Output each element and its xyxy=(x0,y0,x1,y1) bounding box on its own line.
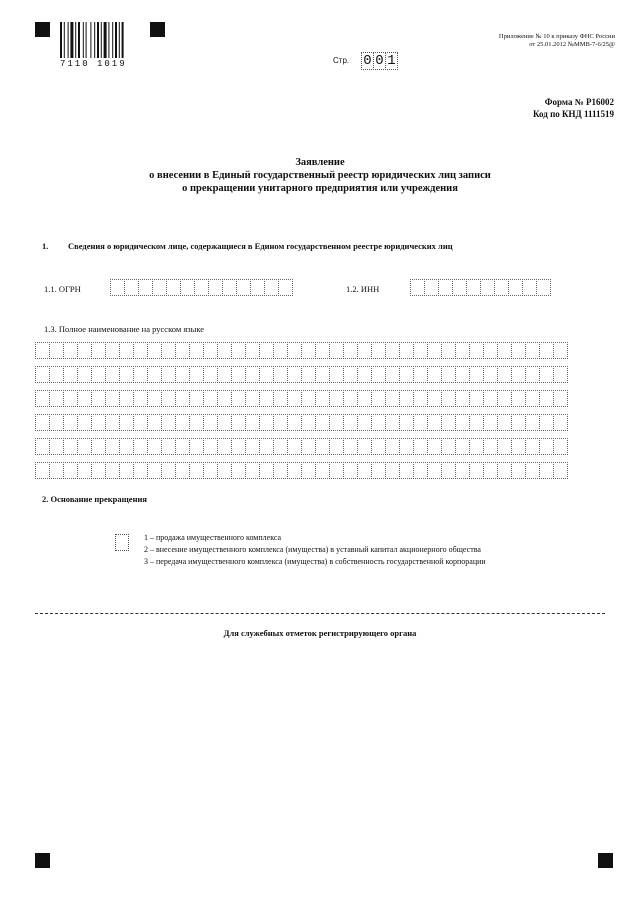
char-cell[interactable] xyxy=(539,342,554,359)
char-cell[interactable] xyxy=(110,279,125,296)
char-cell[interactable] xyxy=(438,279,453,296)
char-cell[interactable] xyxy=(49,342,64,359)
char-cell[interactable] xyxy=(385,390,400,407)
char-cell[interactable] xyxy=(525,438,540,455)
page-number-cells xyxy=(361,52,397,70)
char-cell[interactable] xyxy=(175,390,190,407)
char-cell[interactable] xyxy=(357,462,372,479)
full-name-row[interactable] xyxy=(35,414,567,431)
char-cell[interactable] xyxy=(161,414,176,431)
char-cell[interactable] xyxy=(441,462,456,479)
char-cell[interactable] xyxy=(511,438,526,455)
section2-heading: 2. Основание прекращения xyxy=(42,494,147,504)
char-cell[interactable] xyxy=(119,390,134,407)
inn-label: 1.2. ИНН xyxy=(346,284,380,294)
char-cell[interactable] xyxy=(511,366,526,383)
char-cell[interactable] xyxy=(35,342,50,359)
page-digit[interactable]: 0 xyxy=(361,52,374,70)
char-cell[interactable] xyxy=(166,279,181,296)
char-cell[interactable] xyxy=(469,462,484,479)
char-cell[interactable] xyxy=(343,390,358,407)
char-cell[interactable] xyxy=(91,462,106,479)
char-cell[interactable] xyxy=(217,414,232,431)
barcode-number: 7110 1019 xyxy=(60,59,127,69)
char-cell[interactable] xyxy=(553,390,568,407)
char-cell[interactable] xyxy=(357,438,372,455)
char-cell[interactable] xyxy=(189,462,204,479)
char-cell[interactable] xyxy=(203,438,218,455)
char-cell[interactable] xyxy=(161,390,176,407)
char-cell[interactable] xyxy=(357,414,372,431)
char-cell[interactable] xyxy=(63,438,78,455)
char-cell[interactable] xyxy=(427,366,442,383)
char-cell[interactable] xyxy=(133,462,148,479)
char-cell[interactable] xyxy=(455,462,470,479)
char-cell[interactable] xyxy=(469,414,484,431)
char-cell[interactable] xyxy=(469,342,484,359)
char-cell[interactable] xyxy=(357,366,372,383)
char-cell[interactable] xyxy=(264,279,279,296)
char-cell[interactable] xyxy=(189,366,204,383)
char-cell[interactable] xyxy=(287,438,302,455)
char-cell[interactable] xyxy=(133,438,148,455)
char-cell[interactable] xyxy=(35,414,50,431)
char-cell[interactable] xyxy=(147,414,162,431)
ogrn-label: 1.1. ОГРН xyxy=(44,284,81,294)
full-name-row[interactable] xyxy=(35,390,567,407)
char-cell[interactable] xyxy=(152,279,167,296)
char-cell[interactable] xyxy=(385,342,400,359)
service-note: Для служебных отметок регистрирующего органа xyxy=(223,628,417,638)
char-cell[interactable] xyxy=(343,462,358,479)
char-cell[interactable] xyxy=(245,462,260,479)
char-cell[interactable] xyxy=(217,342,232,359)
char-cell[interactable] xyxy=(329,414,344,431)
char-cell[interactable] xyxy=(119,462,134,479)
char-cell[interactable] xyxy=(483,462,498,479)
char-cell[interactable] xyxy=(203,366,218,383)
char-cell[interactable] xyxy=(427,414,442,431)
char-cell[interactable] xyxy=(259,366,274,383)
char-cell[interactable] xyxy=(105,342,120,359)
char-cell[interactable] xyxy=(273,462,288,479)
char-cell[interactable] xyxy=(259,342,274,359)
char-cell[interactable] xyxy=(399,390,414,407)
inn-input[interactable] xyxy=(410,279,550,296)
char-cell[interactable] xyxy=(301,438,316,455)
char-cell[interactable] xyxy=(483,390,498,407)
termination-options xyxy=(144,532,486,568)
barcode-image xyxy=(60,22,136,58)
char-cell[interactable] xyxy=(175,414,190,431)
char-cell[interactable] xyxy=(119,414,134,431)
char-cell[interactable] xyxy=(63,390,78,407)
char-cell[interactable] xyxy=(105,462,120,479)
char-cell[interactable] xyxy=(77,438,92,455)
char-cell[interactable] xyxy=(133,342,148,359)
char-cell[interactable] xyxy=(343,342,358,359)
char-cell[interactable] xyxy=(217,366,232,383)
char-cell[interactable] xyxy=(91,390,106,407)
char-cell[interactable] xyxy=(133,390,148,407)
char-cell[interactable] xyxy=(245,366,260,383)
char-cell[interactable] xyxy=(217,438,232,455)
full-name-row[interactable] xyxy=(35,366,567,383)
char-cell[interactable] xyxy=(441,366,456,383)
char-cell[interactable] xyxy=(49,390,64,407)
char-cell[interactable] xyxy=(315,342,330,359)
page-digit[interactable]: 0 xyxy=(373,52,386,70)
char-cell[interactable] xyxy=(49,366,64,383)
char-cell[interactable] xyxy=(329,390,344,407)
document-title: Заявление о внесении в Единый государственный реестр юридических лиц записи о прекращении унитарного предприятия или учреждения xyxy=(149,157,491,194)
char-cell[interactable] xyxy=(77,414,92,431)
char-cell[interactable] xyxy=(91,342,106,359)
char-cell[interactable] xyxy=(175,342,190,359)
section1-number: 1. xyxy=(42,241,49,251)
char-cell[interactable] xyxy=(399,342,414,359)
char-cell[interactable] xyxy=(553,414,568,431)
char-cell[interactable] xyxy=(413,438,428,455)
char-cell[interactable] xyxy=(161,462,176,479)
form-knd: Код по КНД 1111519 xyxy=(532,109,614,119)
char-cell[interactable] xyxy=(49,438,64,455)
char-cell[interactable] xyxy=(105,366,120,383)
char-cell[interactable] xyxy=(522,279,537,296)
char-cell[interactable] xyxy=(91,366,106,383)
char-cell[interactable] xyxy=(133,414,148,431)
char-cell[interactable] xyxy=(91,414,106,431)
char-cell[interactable] xyxy=(147,462,162,479)
char-cell[interactable] xyxy=(180,279,195,296)
char-cell[interactable] xyxy=(539,366,554,383)
char-cell[interactable] xyxy=(315,414,330,431)
char-cell[interactable] xyxy=(175,438,190,455)
char-cell[interactable] xyxy=(441,414,456,431)
char-cell[interactable] xyxy=(287,462,302,479)
char-cell[interactable] xyxy=(455,390,470,407)
char-cell[interactable] xyxy=(511,414,526,431)
char-cell[interactable] xyxy=(119,438,134,455)
char-cell[interactable] xyxy=(455,366,470,383)
char-cell[interactable] xyxy=(63,366,78,383)
char-cell[interactable] xyxy=(441,342,456,359)
char-cell[interactable] xyxy=(203,414,218,431)
termination-basis-checkbox[interactable] xyxy=(115,534,129,551)
char-cell[interactable] xyxy=(315,462,330,479)
char-cell[interactable] xyxy=(217,462,232,479)
char-cell[interactable] xyxy=(399,438,414,455)
char-cell[interactable] xyxy=(301,390,316,407)
char-cell[interactable] xyxy=(497,414,512,431)
char-cell[interactable] xyxy=(91,438,106,455)
char-cell[interactable] xyxy=(455,414,470,431)
char-cell[interactable] xyxy=(63,342,78,359)
char-cell[interactable] xyxy=(553,438,568,455)
char-cell[interactable] xyxy=(525,342,540,359)
char-cell[interactable] xyxy=(497,462,512,479)
char-cell[interactable] xyxy=(208,279,223,296)
char-cell[interactable] xyxy=(413,462,428,479)
full-name-row[interactable] xyxy=(35,438,567,455)
char-cell[interactable] xyxy=(553,366,568,383)
char-cell[interactable] xyxy=(63,414,78,431)
char-cell[interactable] xyxy=(469,390,484,407)
char-cell[interactable] xyxy=(301,414,316,431)
char-cell[interactable] xyxy=(357,342,372,359)
char-cell[interactable] xyxy=(539,414,554,431)
char-cell[interactable] xyxy=(245,390,260,407)
char-cell[interactable] xyxy=(147,366,162,383)
char-cell[interactable] xyxy=(483,342,498,359)
char-cell[interactable] xyxy=(455,438,470,455)
char-cell[interactable] xyxy=(413,390,428,407)
char-cell[interactable] xyxy=(427,438,442,455)
char-cell[interactable] xyxy=(175,462,190,479)
char-cell[interactable] xyxy=(343,414,358,431)
char-cell[interactable] xyxy=(287,414,302,431)
char-cell[interactable] xyxy=(511,342,526,359)
full-name-row[interactable] xyxy=(35,342,567,359)
divider-line xyxy=(35,613,605,614)
form-number: Форма № Р16002 xyxy=(544,97,614,107)
char-cell[interactable] xyxy=(424,279,439,296)
char-cell[interactable] xyxy=(511,462,526,479)
char-cell[interactable] xyxy=(525,462,540,479)
char-cell[interactable] xyxy=(147,390,162,407)
char-cell[interactable] xyxy=(343,438,358,455)
char-cell[interactable] xyxy=(35,366,50,383)
char-cell[interactable] xyxy=(480,279,495,296)
char-cell[interactable] xyxy=(301,366,316,383)
char-cell[interactable] xyxy=(315,366,330,383)
char-cell[interactable] xyxy=(203,462,218,479)
char-cell[interactable] xyxy=(371,438,386,455)
char-cell[interactable] xyxy=(497,342,512,359)
char-cell[interactable] xyxy=(371,366,386,383)
char-cell[interactable] xyxy=(455,342,470,359)
char-cell[interactable] xyxy=(536,279,551,296)
char-cell[interactable] xyxy=(539,438,554,455)
char-cell[interactable] xyxy=(315,438,330,455)
char-cell[interactable] xyxy=(231,414,246,431)
char-cell[interactable] xyxy=(441,438,456,455)
char-cell[interactable] xyxy=(315,390,330,407)
char-cell[interactable] xyxy=(329,438,344,455)
option-3: 3 – передача имущественного комплекса (имущества) в собственность государственной корпорации xyxy=(144,557,486,566)
char-cell[interactable] xyxy=(525,366,540,383)
char-cell[interactable] xyxy=(49,414,64,431)
char-cell[interactable] xyxy=(469,366,484,383)
char-cell[interactable] xyxy=(371,414,386,431)
char-cell[interactable] xyxy=(231,438,246,455)
char-cell[interactable] xyxy=(511,390,526,407)
char-cell[interactable] xyxy=(343,366,358,383)
char-cell[interactable] xyxy=(105,438,120,455)
char-cell[interactable] xyxy=(161,438,176,455)
char-cell[interactable] xyxy=(273,438,288,455)
full-name-row[interactable] xyxy=(35,462,567,479)
char-cell[interactable] xyxy=(236,279,251,296)
char-cell[interactable] xyxy=(35,390,50,407)
char-cell[interactable] xyxy=(329,462,344,479)
char-cell[interactable] xyxy=(385,366,400,383)
char-cell[interactable] xyxy=(49,462,64,479)
char-cell[interactable] xyxy=(466,279,481,296)
char-cell[interactable] xyxy=(497,390,512,407)
char-cell[interactable] xyxy=(427,342,442,359)
full-name-label: 1.3. Полное наименование на русском языке xyxy=(44,324,205,334)
char-cell[interactable] xyxy=(413,414,428,431)
option-1: 1 – продажа имущественного комплекса xyxy=(144,533,282,542)
char-cell[interactable] xyxy=(231,342,246,359)
char-cell[interactable] xyxy=(119,342,134,359)
char-cell[interactable] xyxy=(410,279,425,296)
char-cell[interactable] xyxy=(194,279,209,296)
char-cell[interactable] xyxy=(77,462,92,479)
char-cell[interactable] xyxy=(385,462,400,479)
char-cell[interactable] xyxy=(259,462,274,479)
char-cell[interactable] xyxy=(105,414,120,431)
page-label: Стр. xyxy=(333,56,350,65)
char-cell[interactable] xyxy=(329,366,344,383)
char-cell[interactable] xyxy=(245,438,260,455)
ogrn-input[interactable] xyxy=(110,279,292,296)
char-cell[interactable] xyxy=(77,390,92,407)
option-2: 2 – внесение имущественного комплекса (имущества) в уставный капитал акционерного общества xyxy=(144,545,481,554)
corner-marker-bottom-right xyxy=(598,853,613,868)
char-cell[interactable] xyxy=(273,414,288,431)
char-cell[interactable] xyxy=(399,366,414,383)
char-cell[interactable] xyxy=(357,390,372,407)
char-cell[interactable] xyxy=(497,438,512,455)
char-cell[interactable] xyxy=(35,438,50,455)
char-cell[interactable] xyxy=(259,414,274,431)
char-cell[interactable] xyxy=(287,342,302,359)
char-cell[interactable] xyxy=(539,462,554,479)
char-cell[interactable] xyxy=(245,342,260,359)
char-cell[interactable] xyxy=(63,462,78,479)
char-cell[interactable] xyxy=(124,279,139,296)
char-cell[interactable] xyxy=(553,462,568,479)
char-cell[interactable] xyxy=(427,462,442,479)
char-cell[interactable] xyxy=(203,390,218,407)
char-cell[interactable] xyxy=(147,342,162,359)
char-cell[interactable] xyxy=(483,438,498,455)
char-cell[interactable] xyxy=(259,438,274,455)
char-cell[interactable] xyxy=(203,342,218,359)
char-cell[interactable] xyxy=(452,279,467,296)
char-cell[interactable] xyxy=(147,438,162,455)
char-cell[interactable] xyxy=(301,342,316,359)
char-cell[interactable] xyxy=(273,366,288,383)
char-cell[interactable] xyxy=(525,414,540,431)
char-cell[interactable] xyxy=(371,390,386,407)
char-cell[interactable] xyxy=(217,390,232,407)
char-cell[interactable] xyxy=(371,342,386,359)
char-cell[interactable] xyxy=(222,279,237,296)
char-cell[interactable] xyxy=(175,366,190,383)
char-cell[interactable] xyxy=(161,366,176,383)
section1-heading: Сведения о юридическом лице, содержащиеся в Едином государственном реестре юридических лиц xyxy=(68,241,453,251)
page-digit[interactable]: 1 xyxy=(385,52,398,70)
char-cell[interactable] xyxy=(385,438,400,455)
char-cell[interactable] xyxy=(105,390,120,407)
char-cell[interactable] xyxy=(189,414,204,431)
char-cell[interactable] xyxy=(245,414,260,431)
char-cell[interactable] xyxy=(427,390,442,407)
corner-marker-top-left xyxy=(35,22,50,37)
char-cell[interactable] xyxy=(413,342,428,359)
char-cell[interactable] xyxy=(287,366,302,383)
char-cell[interactable] xyxy=(483,414,498,431)
char-cell[interactable] xyxy=(413,366,428,383)
char-cell[interactable] xyxy=(189,438,204,455)
char-cell[interactable] xyxy=(469,438,484,455)
char-cell[interactable] xyxy=(399,414,414,431)
char-cell[interactable] xyxy=(250,279,265,296)
char-cell[interactable] xyxy=(525,390,540,407)
order-reference: Приложение № 10 к приказу ФНС России от 25.01.2012 №ММВ-7-6/25@ xyxy=(498,33,615,48)
char-cell[interactable] xyxy=(399,462,414,479)
char-cell[interactable] xyxy=(231,366,246,383)
char-cell[interactable] xyxy=(133,366,148,383)
char-cell[interactable] xyxy=(278,279,293,296)
corner-marker-top-barcode xyxy=(150,22,165,37)
char-cell[interactable] xyxy=(161,342,176,359)
char-cell[interactable] xyxy=(231,390,246,407)
char-cell[interactable] xyxy=(441,390,456,407)
char-cell[interactable] xyxy=(231,462,246,479)
char-cell[interactable] xyxy=(273,390,288,407)
char-cell[interactable] xyxy=(508,279,523,296)
char-cell[interactable] xyxy=(497,366,512,383)
char-cell[interactable] xyxy=(329,342,344,359)
char-cell[interactable] xyxy=(77,366,92,383)
char-cell[interactable] xyxy=(301,462,316,479)
char-cell[interactable] xyxy=(287,390,302,407)
char-cell[interactable] xyxy=(35,462,50,479)
char-cell[interactable] xyxy=(189,390,204,407)
char-cell[interactable] xyxy=(77,342,92,359)
form-identifier xyxy=(533,96,614,120)
char-cell[interactable] xyxy=(371,462,386,479)
char-cell[interactable] xyxy=(553,342,568,359)
char-cell[interactable] xyxy=(259,390,274,407)
char-cell[interactable] xyxy=(189,342,204,359)
char-cell[interactable] xyxy=(138,279,153,296)
char-cell[interactable] xyxy=(539,390,554,407)
char-cell[interactable] xyxy=(385,414,400,431)
char-cell[interactable] xyxy=(494,279,509,296)
corner-marker-bottom-left xyxy=(35,853,50,868)
char-cell[interactable] xyxy=(483,366,498,383)
char-cell[interactable] xyxy=(119,366,134,383)
char-cell[interactable] xyxy=(273,342,288,359)
